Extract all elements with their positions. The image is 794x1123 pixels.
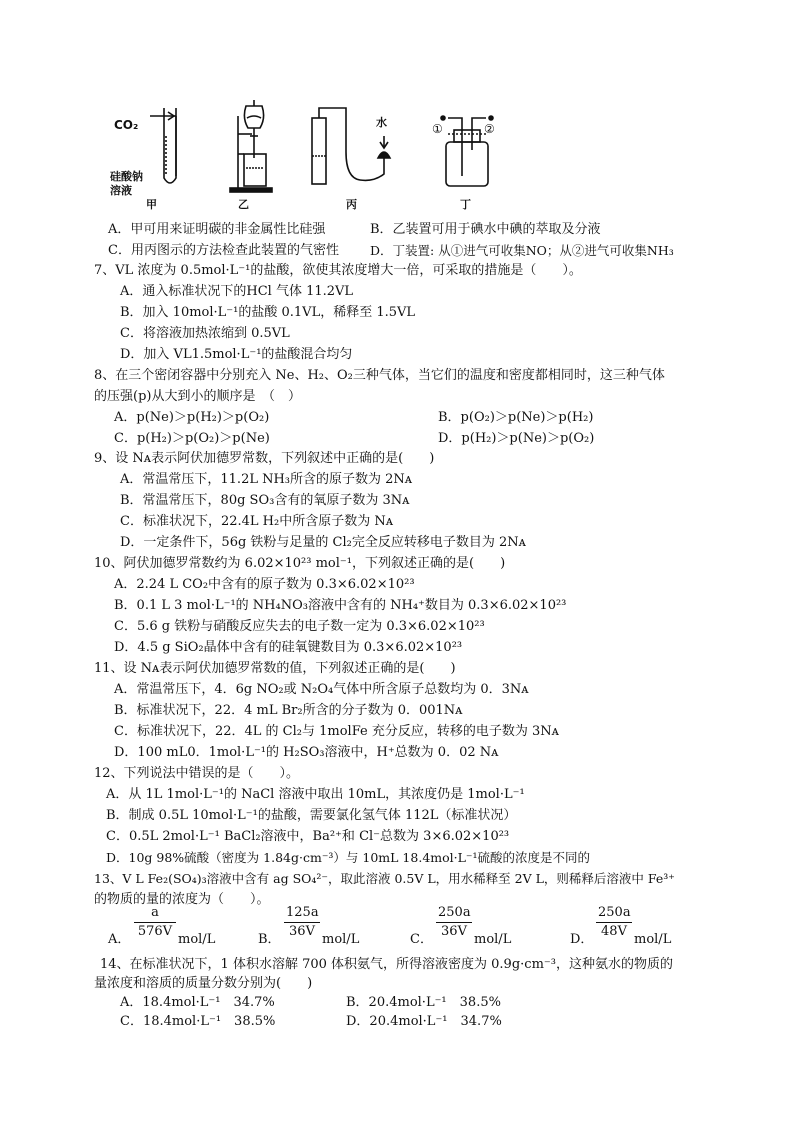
q9-option-d: D．一定条件下，56g 铁粉与足量的 Cl₂完全反应转移电子数目为 2Nᴀ xyxy=(120,535,526,550)
q7-option-b: B．加入 10mol·L⁻¹的盐酸 0.1VL，稀释至 1.5VL xyxy=(120,305,416,320)
port2-label: ② xyxy=(484,122,495,136)
q11-stem: 11、设 Nᴀ表示阿伏加德罗常数的值，下列叙述正确的是( ) xyxy=(94,661,456,676)
q10-option-a: A．2.24 L CO₂中含有的原子数为 0.3×6.02×10²³ xyxy=(114,577,415,592)
q13-stem-line2: 的物质的量的浓度为（ ）。 xyxy=(94,892,270,907)
q12-option-d: D．10g 98%硫酸（密度为 1.84g·cm⁻³）与 10mL 18.4mol·L⁻¹硫酸的浓度是不同的 xyxy=(106,850,591,865)
q9-option-b: B．常温常压下，80g SO₃含有的氧原子数为 3Nᴀ xyxy=(120,493,410,508)
q8-option-c: C．p(H₂)＞p(O₂)＞p(Ne) xyxy=(114,431,270,446)
apparatus-drawing xyxy=(100,96,510,216)
q12-option-a: A．从 1L 1mol·L⁻¹的 NaCl 溶液中取出 10mL，其浓度仍是 1mol·L⁻¹ xyxy=(106,787,525,802)
fraction-denominator: 36V xyxy=(289,924,315,939)
q13-option-b-label: B． xyxy=(258,932,281,947)
q12-option-c: C．0.5L 2mol·L⁻¹ BaCl₂溶液中，Ba²⁺和 Cl⁻总数为 3×6.02×10²³ xyxy=(106,829,510,844)
q9-option-c: C．标准状况下，22.4L H₂中所含原子数为 Nᴀ xyxy=(120,514,394,529)
q8-stem-line1: 8、在三个密闭容器中分别充入 Ne、H₂、O₂三种气体，当它们的温度和密度都相同时，这三种气体 xyxy=(94,368,665,383)
q6-option-d: D．丁装置: 从①进气可收集NO；从②进气可收集NH₃ xyxy=(370,243,674,258)
q10-option-c: C．5.6 g 铁粉与硝酸反应失去的电子数一定为 0.3×6.02×10²³ xyxy=(114,619,485,634)
q10-option-d: D．4.5 g SiO₂晶体中含有的硅氧键数目为 0.3×6.02×10²³ xyxy=(114,640,463,655)
q13-option-c-unit: mol/L xyxy=(474,932,512,947)
q14-option-b: B．20.4mol·L⁻¹ 38.5% xyxy=(346,995,501,1010)
q7-option-c: C．将溶液加热浓缩到 0.5VL xyxy=(120,326,290,341)
q11-option-d: D．100 mL0．1mol·L⁻¹的 H₂SO₃溶液中，H⁺总数为 0．02 Nᴀ xyxy=(114,745,499,760)
port1-label: ① xyxy=(432,122,443,136)
q14-option-a: A．18.4mol·L⁻¹ 34.7% xyxy=(120,995,275,1010)
q7-stem: 7、VL 浓度为 0.5mol·L⁻¹的盐酸，欲使其浓度增大一倍，可采取的措施是（ ）。 xyxy=(94,263,582,278)
water-label: 水 xyxy=(376,116,387,129)
fraction-numerator: 250a xyxy=(436,904,472,923)
q14-option-d: D．20.4mol·L⁻¹ 34.7% xyxy=(346,1014,502,1029)
q6-option-a: A．甲可用来证明碳的非金属性比硅强 xyxy=(108,222,326,237)
q7-option-a: A．通入标准状况下的HCl 气体 11.2VL xyxy=(120,284,354,299)
q11-option-c: C．标准状况下，22．4L 的 Cl₂与 1molFe 充分反应，转移的电子数为 3Nᴀ xyxy=(114,724,559,739)
label-jia: 甲 xyxy=(146,198,157,211)
apparatus-yi xyxy=(230,100,272,192)
q14-option-c: C．18.4mol·L⁻¹ 38.5% xyxy=(120,1014,276,1029)
q14-stem-line2: 量浓度和溶质的质量分数分别为( ) xyxy=(94,976,313,991)
q9-option-a: A．常温常压下，11.2L NH₃所含的原子数为 2Nᴀ xyxy=(120,472,413,487)
q13-stem-line1: 13、V L Fe₂(SO₄)₃溶液中含有 ag SO₄²⁻，取此溶液 0.5V L，用水稀释至 2V L，则稀释后溶液中 Fe³⁺ xyxy=(94,871,675,886)
fraction-denominator: 36V xyxy=(441,924,467,939)
q6-option-b: B．乙装置可用于碘水中碘的萃取及分液 xyxy=(370,222,601,237)
q12-stem: 12、下列说法中错误的是（ ）。 xyxy=(94,766,300,781)
q10-option-b: B．0.1 L 3 mol·L⁻¹的 NH₄NO₃溶液中含有的 NH₄⁺数目为 0.3×6.02×10²³ xyxy=(114,598,567,613)
q11-option-b: B．标准状况下，22．4 mL Br₂所含的分子数为 0．001Nᴀ xyxy=(114,703,463,718)
q13-option-b-fraction xyxy=(284,904,320,941)
label-yi: 乙 xyxy=(238,198,249,211)
apparatus-figure xyxy=(100,96,510,216)
q10-stem: 10、阿伏加德罗常数约为 6.02×10²³ mol⁻¹，下列叙述正确的是( ) xyxy=(94,556,506,571)
q6-option-c: C．用丙图示的方法检查此装置的气密性 xyxy=(108,243,339,258)
fraction-numerator: 125a xyxy=(284,904,320,923)
q13-option-a-unit: mol/L xyxy=(178,932,216,947)
q13-option-d-fraction xyxy=(596,904,632,941)
apparatus-jia xyxy=(150,108,176,183)
q14-stem-line1: 14、在标准状况下，1 体积水溶解 700 体积氨气，所得溶液密度为 0.9g·cm⁻³，这种氨水的物质的 xyxy=(100,957,673,972)
label-ding: 丁 xyxy=(460,198,471,211)
q8-option-b: B．p(O₂)＞p(Ne)＞p(H₂) xyxy=(438,410,594,425)
fraction-denominator: 576V xyxy=(137,924,173,939)
fraction-numerator: 250a xyxy=(596,904,632,923)
q12-option-b: B．制成 0.5L 10mol·L⁻¹的盐酸，需要氯化氢气体 112L（标准状况） xyxy=(106,808,517,823)
label-bing: 丙 xyxy=(346,198,357,211)
sodium-silicate-label-1: 硅酸钠 xyxy=(110,170,143,183)
q8-option-a: A．p(Ne)＞p(H₂)＞p(O₂) xyxy=(114,410,270,425)
co2-label: CO₂ xyxy=(114,118,139,132)
q8-option-d: D．p(H₂)＞p(Ne)＞p(O₂) xyxy=(438,431,595,446)
q11-option-a: A．常温常压下，4．6g NO₂或 N₂O₄气体中所含原子总数均为 0．3Nᴀ xyxy=(114,682,529,697)
q13-option-a-fraction xyxy=(134,904,176,941)
q13-option-c-fraction xyxy=(436,904,472,941)
q13-option-d-label: D． xyxy=(570,932,594,947)
q13-option-c-label: C． xyxy=(410,932,433,947)
q7-option-d: D．加入 VL1.5mol·L⁻¹的盐酸混合均匀 xyxy=(120,347,353,362)
q13-option-d-unit: mol/L xyxy=(634,932,672,947)
q8-stem-line2: 的压强(p)从大到小的顺序是 （ ） xyxy=(94,389,301,404)
q9-stem: 9、设 Nᴀ表示阿伏加德罗常数，下列叙述中正确的是( ) xyxy=(94,451,435,466)
q13-option-a-label: A． xyxy=(108,932,131,947)
fraction-denominator: 48V xyxy=(601,924,627,939)
sodium-silicate-label-2: 溶液 xyxy=(110,184,132,197)
q13-option-b-unit: mol/L xyxy=(322,932,360,947)
fraction-numerator: a xyxy=(134,904,176,923)
